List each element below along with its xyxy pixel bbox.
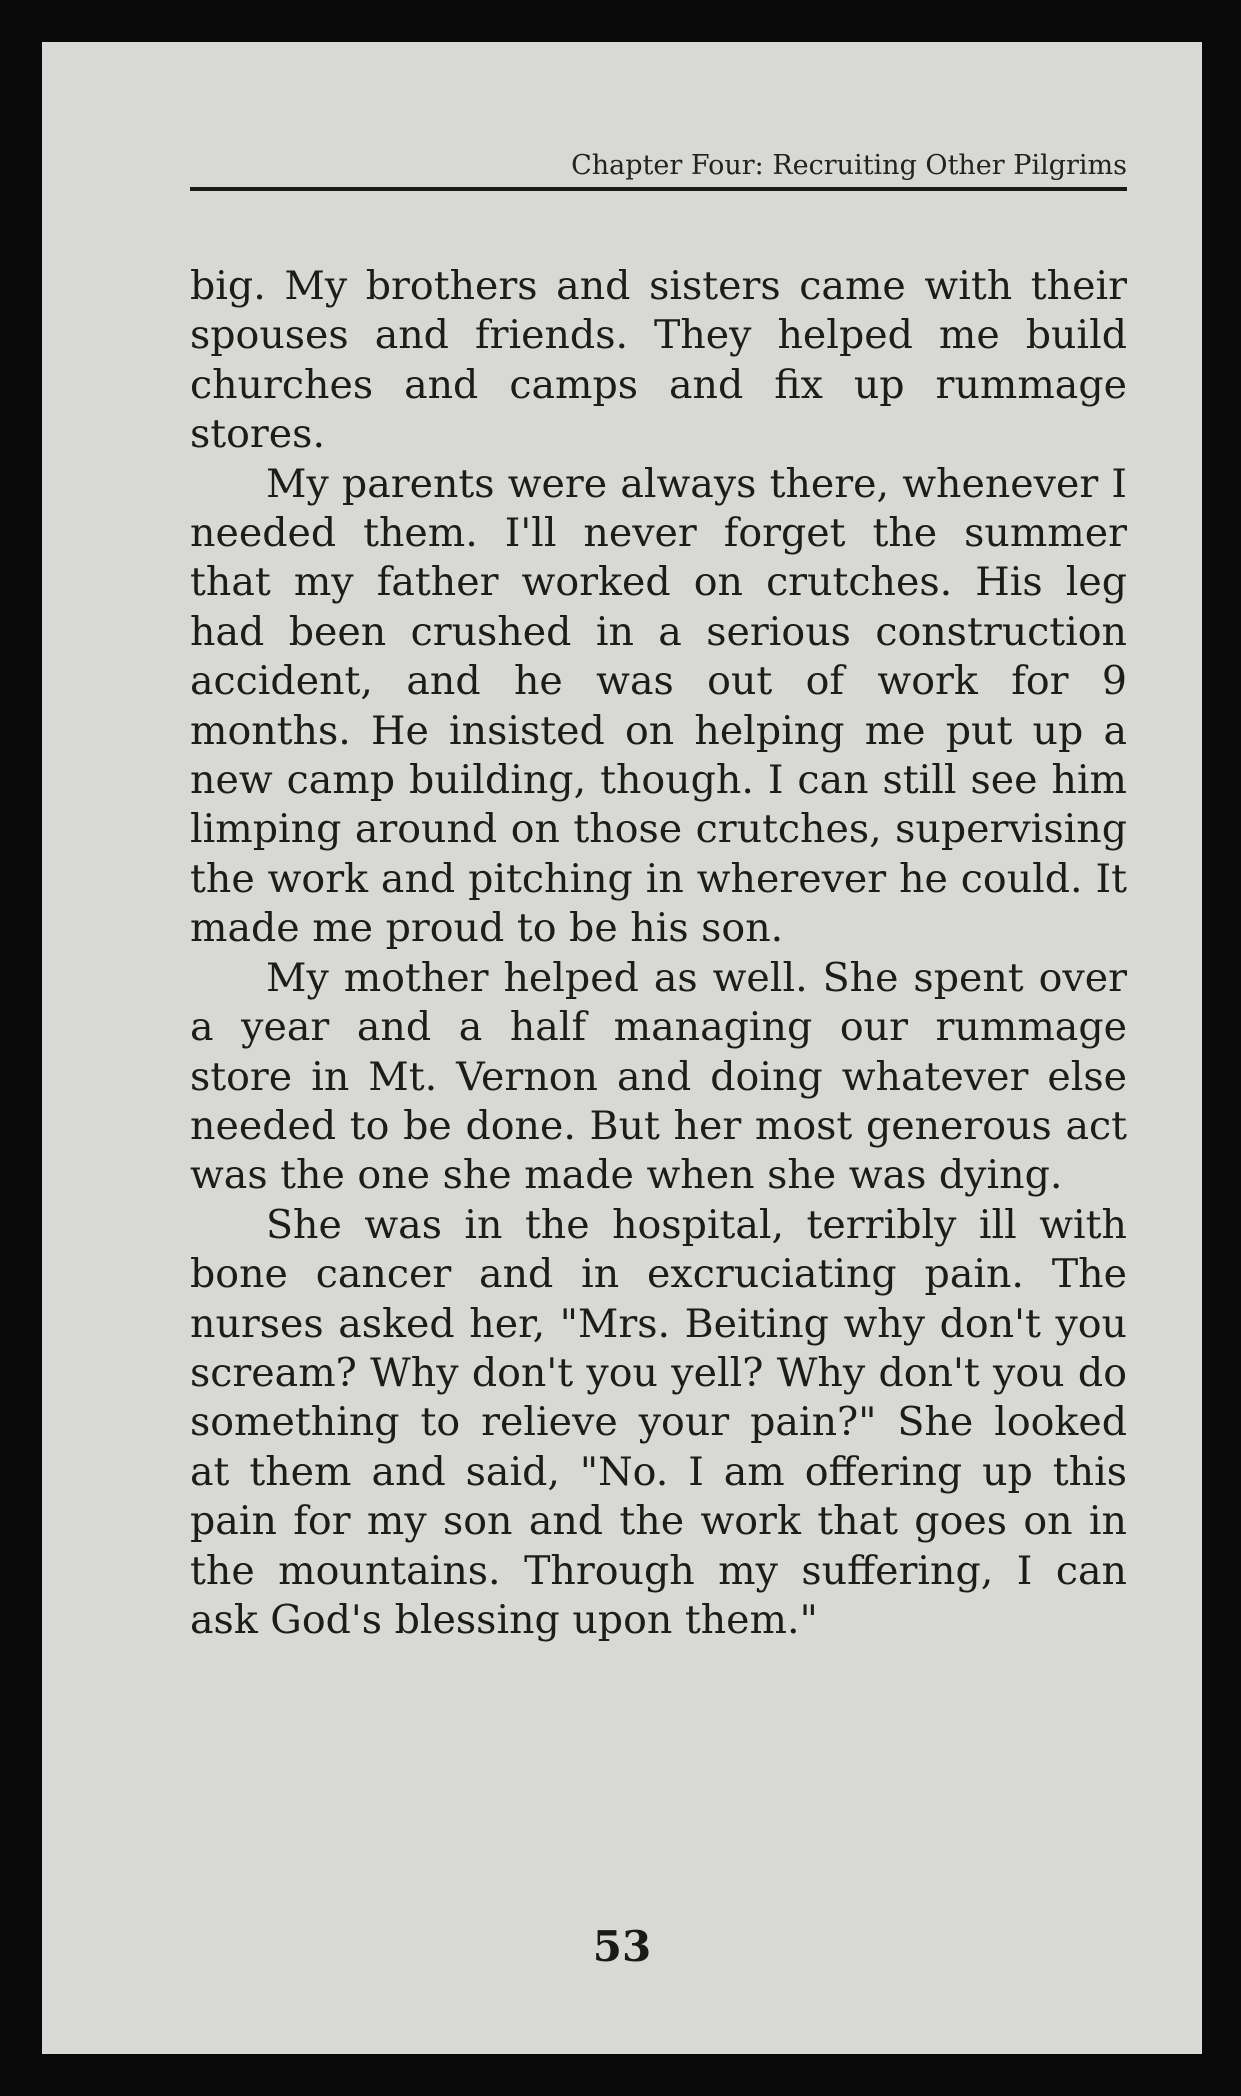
paragraph: She was in the hospital, terribly ill with bone cancer and in excruciating pain. The nurses asked her, "Mrs. Beiting why don't you scream? Why don't you yell? Why don't you do something to relieve your pain?" She looked at them and said, "No. I am offering up this pain for my son and the work that goes on in the mountains. Through my suffering, I can ask God's blessing upon them.": [190, 1201, 1127, 1643]
body-text: [190, 262, 1127, 1645]
paragraph: My parents were always there, whenever I needed them. I'll never forget the summer that my father worked on crutches. His leg had been crushed in a serious construction accident, and he was out of work for 9 months. He insisted on helping me put up a new camp building, though. I can still see him limping around on those crutches, supervising the work and pitching in wherever he could. It made me proud to be his son.: [190, 460, 1127, 952]
paragraph: big. My brothers and sisters came with their spouses and friends. They helped me build churches and camps and fix up rummage stores.: [190, 263, 1127, 458]
paragraph: My mother helped as well. She spent over a year and a half managing our rummage store in Mt. Vernon and doing whatever else needed to be done. But her most generous act was the one she made when she was dying.: [190, 954, 1127, 1199]
book-page: [42, 42, 1202, 2054]
header-rule: [190, 187, 1127, 191]
running-head: Chapter Four: Recruiting Other Pilgrims: [571, 150, 1127, 181]
page-number: 53: [592, 1922, 652, 1971]
